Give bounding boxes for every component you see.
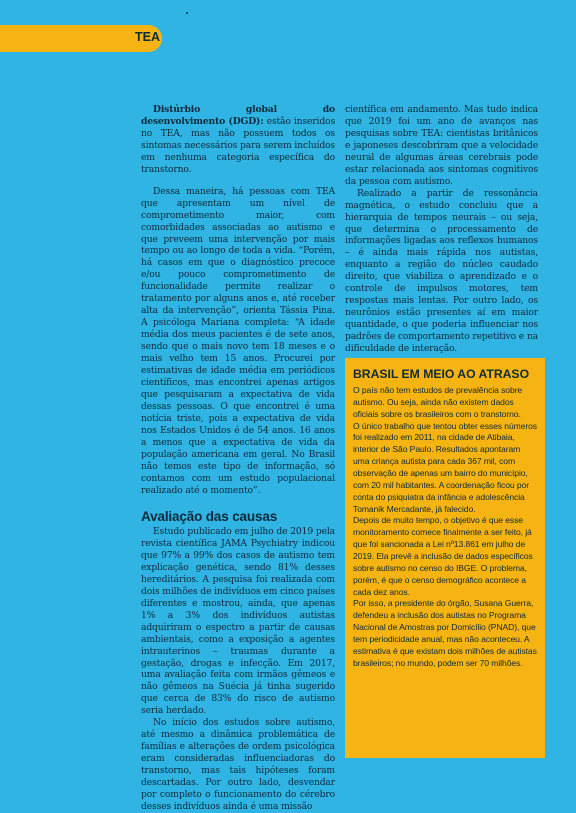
sidebar-title: BRASIL EM MEIO AO ATRASO: [353, 367, 530, 381]
sidebar-paragraph-1: O país não tem estudos de prevalência sobre autismo. Ou seja, ainda não existem dados oficiais sobre os brasileiros com o transtorno.: [353, 385, 523, 419]
right-column: [345, 104, 538, 355]
sidebar-paragraph-3: Depois de muito tempo, o objetivo é que esse monitoramento comece finalmente a ser feito, já que foi sancionada a Lei nº13.861 em julho de 2019. Ela prevê a inclusão de dados específicos sobre autismo no censo do IBGE. O problema, porém, é que o censo demográfico acontece a cada dez anos.: [353, 515, 533, 597]
body-paragraph-4: No início dos estudos sobre autismo, até mesmo a dinâmica problemática de famílias e alterações de ordem psicológica eram consideradas influenciadoras do transtorno, mas tais hipóteses foram descartadas. Por outro lado, desvendar por completo o funcionamento do cérebro desses indivíduos ainda é uma missão: [141, 717, 335, 812]
page-dot: [186, 12, 188, 14]
subheading-causes: Avaliação das causas: [141, 508, 278, 524]
dgd-paragraph: [141, 104, 335, 176]
section-tag-label: TEA: [135, 30, 160, 44]
body-paragraph-3: Estudo publicado em julho de 2019 pela revista científica JAMA Psychiatry indicou que 97% a 99% dos casos de autismo tem explicação genética, sendo 81% desses hereditários. A pesquisa foi realizada com dois milhões de indivíduos em cinco países diferentes e mostrou, ainda, que apenas 1% a 3% dos indivíduos autistas adquiriram o espectro a partir de causas ambientais, como a exposição a agentes intrauterinos – traumas durante a gestação, drogas e infecção. Em 2017, uma avaliação feita com irmãos gêmeos e não gêmeos na Suécia já tinha sugerido que cerca de 83% do risco de autismo seria herdado.: [141, 526, 335, 717]
left-column: [141, 104, 335, 813]
body-paragraph-2: Dessa maneira, há pessoas com TEA que apresentam um nível de comprometimento maior, com comorbidades associadas ao autismo e que preveem uma intervenção por mais tempo ou ao longo de toda a vida. “Porém, há casos em que o diagnóstico precoce e/ou pouco comprometimento de funcionalidade permite realizar o tratamento por alguns anos e, até receber alta da intervenção”, orienta Tássia Pina. A psicóloga Mariana completa: “A idade média dos meus pacientes é de sete anos, sendo que o mais novo tem 18 meses e o mais velho tem 15 anos. Procurei por estimativas de idade média em periódicos científicos, mas encontrei apenas artigos que pesquisaram a expectativa de vida dessas pessoas. O que encontrei é uma notícia triste, pois a expectativa de vida nos Estados Unidos é de 54 anos. 16 anos a menos que a expectativa de vida da população americana em geral. No Brasil não temos este tipo de informação, só contamos com um estudo populacional realizado até o momento”.: [141, 185, 335, 496]
body-paragraph-6: Realizado a partir de ressonância magnética, o estudo concluiu que a hierarquia de tempos neurais – ou seja, que determina o processamento de informações ligadas aos reflexos humanos – é ainda mais rápida nos autistas, enquanto a região do núcleo caudado direito, que viabiliza o aprendizado e o controle de impulsos motores, tem respostas mais lentas. Por outro lado, os neurônios estão presentes aí em maior quantidade, o que poderia influenciar nos padrões de comportamento repetitivo e na dificuldade de interação.: [345, 187, 538, 355]
dgd-text: estão inseridos no TEA, mas não possuem todos os sintomas necessários para serem incluídos em nenhuma categoria específica do transtorno.: [141, 115, 336, 175]
sidebar-paragraph-4: Por isso, a presidente do órgão, Susana Guerra, defendeu a inclusão dos autistas no Programa Nacional de Amostras por Domicílio (PNAD), que tem periodicidade anual, mas não aconteceu. A estimativa é que existam dois milhões de autistas brasileiros; no mundo, podem ser 70 milhões.: [353, 598, 537, 668]
section-tag: [0, 25, 162, 52]
sidebar-paragraph-2: O único trabalho que tentou obter esses números foi realizado em 2011, na cidade de Atibaia, interior de São Paulo. Resultados apontaram uma criança autista para cada 367 mil, com observação de apenas um bairro do município, com 20 mil habitantes. A coordenação ficou por conta do psiquiatra da infância e adolescência Tomanik Mercadante, já falecido.: [353, 420, 538, 514]
sidebar-box: [345, 358, 545, 758]
dgd-term: Distúrbio global do desenvolvimento (DGD):: [141, 104, 335, 127]
body-paragraph-5: científica em andamento. Mas tudo indica que 2019 foi um ano de avanços nas pesquisas sobre TEA: cientistas britânicos e japoneses descobriram que a velocidade neural de algumas áreas cerebrais pode estar relacionada aos sintomas cognitivos da pessoa com autismo.: [345, 104, 538, 187]
